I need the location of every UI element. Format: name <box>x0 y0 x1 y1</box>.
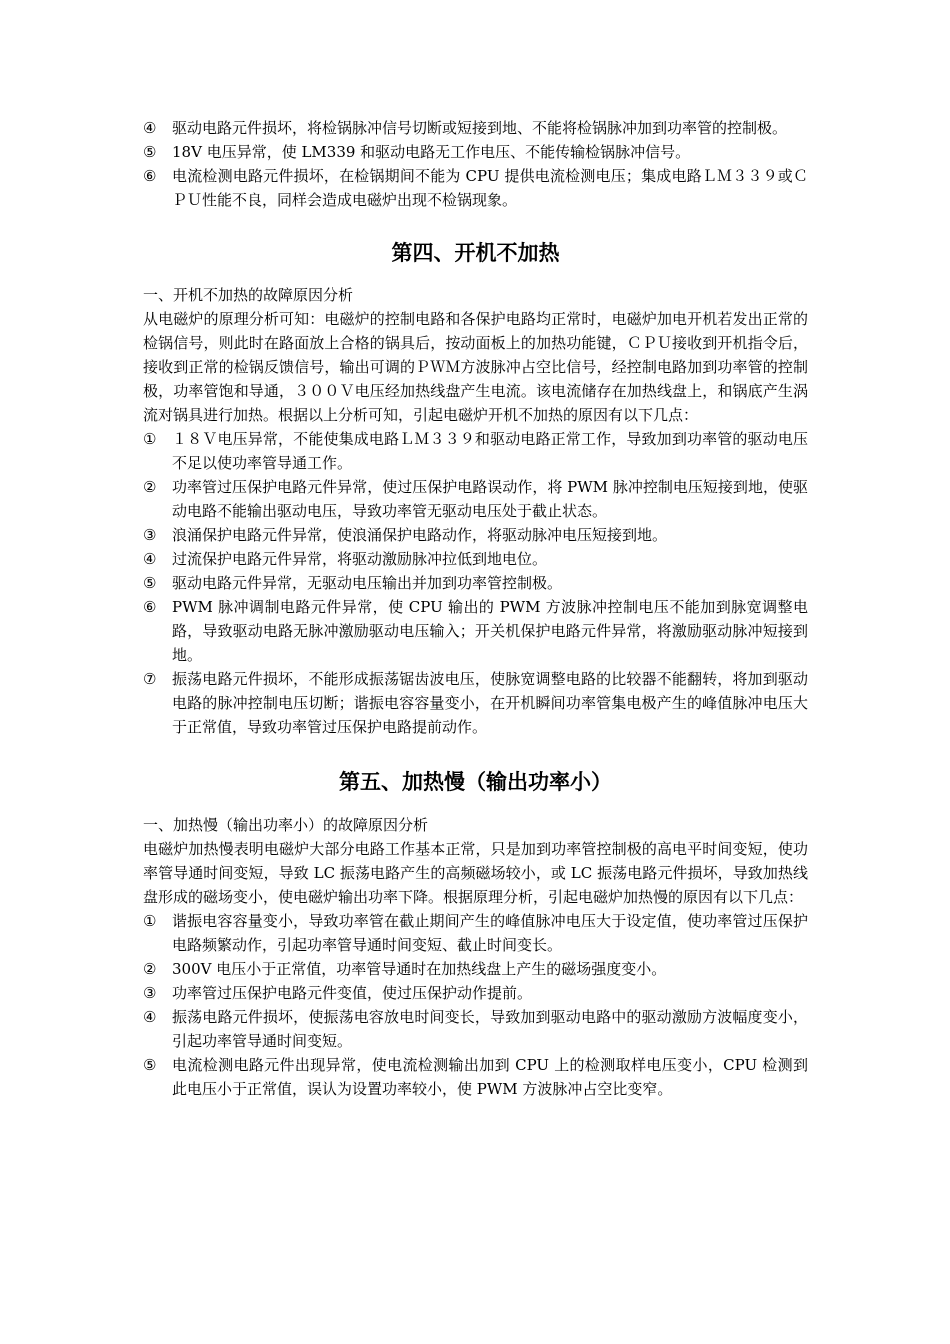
list-marker: ⑤ <box>143 1056 157 1074</box>
list-item <box>143 116 808 140</box>
list-marker: ④ <box>143 550 157 568</box>
list-item-text: 振荡电路元件损坏，使振荡电容放电时间变长，导致加到驱动电路中的驱动激励方波幅度变小，引起功率管导通时间变短。 <box>172 1008 808 1050</box>
list-marker: ④ <box>143 119 157 137</box>
list-item <box>143 667 808 739</box>
list-item-text: １８Ｖ电压异常，不能使集成电路ＬＭ３３９和驱动电路正常工作，导致加到功率管的驱动电压不足以使功率管导通工作。 <box>172 430 808 472</box>
list-item <box>143 547 808 571</box>
section-4-title: 第四、开机不加热 <box>391 240 560 265</box>
list-item-text: 18V 电压异常，使 LM339 和驱动电路无工作电压、不能传输检锅脉冲信号。 <box>172 143 691 161</box>
list-item-text: 谐振电容容量变小，导致功率管在截止期间产生的峰值脉冲电压大于设定值，使功率管过压保护电路频繁动作，引起功率管导通时间变短、截止时间变长。 <box>172 912 808 954</box>
list-item-text: 电流检测电路元件出现异常，使电流检测输出加到 CPU 上的检测取样电压变小，CPU 检测到此电压小于正常值，误认为设置功率较小，使 PWM 方波脉冲占空比变窄。 <box>172 1056 808 1098</box>
list-item-text: 驱动电路元件异常，无驱动电压输出并加到功率管控制极。 <box>172 574 563 592</box>
list-marker: ② <box>143 478 157 496</box>
list-marker: ⑥ <box>143 167 157 185</box>
list-marker: ⑦ <box>143 670 157 688</box>
list-marker: ⑤ <box>143 143 157 161</box>
section-4-paragraph: 从电磁炉的原理分析可知：电磁炉的控制电路和各保护电路均正常时，电磁炉加电开机若发出正常的检锅信号，则此时在路面放上合格的锅具后，按动面板上的加热功能键，ＣＰＵ接收到开机指令后，接收到正常的检锅反馈信号，输出可调的ＰＷＭ方波脉冲占空比信号，经控制电路加到功率管的控制极，功率管饱和导通，３００Ｖ电压经加热线盘产生电流。该电流储存在加热线盘上，和锅底产生涡流对锅具进行加热。根据以上分析可知，引起电磁炉开机不加热的原因有以下几点： <box>143 310 808 424</box>
list-item-text: 功率管过压保护电路元件变值，使过压保护动作提前。 <box>172 984 533 1002</box>
intro-list <box>143 116 808 212</box>
section-4-list <box>143 427 808 739</box>
list-marker: ② <box>143 960 157 978</box>
list-marker: ⑤ <box>143 574 157 592</box>
list-marker: ① <box>143 912 157 930</box>
list-item-text: 功率管过压保护电路元件异常，使过压保护电路误动作，将 PWM 脉冲控制电压短接到地，使驱动电路不能输出驱动电压，导致功率管无驱动电压处于截止状态。 <box>172 478 808 520</box>
list-item-text: 驱动电路元件损坏，将检锅脉冲信号切断或短接到地、不能将检锅脉冲加到功率管的控制极。 <box>172 119 788 137</box>
list-item-text: 过流保护电路元件异常，将驱动激励脉冲拉低到地电位。 <box>172 550 548 568</box>
list-marker: ① <box>143 430 157 448</box>
list-item <box>143 1005 808 1053</box>
list-item-text: 300V 电压小于正常值，功率管导通时在加热线盘上产生的磁场强度变小。 <box>172 960 667 978</box>
list-item <box>143 475 808 523</box>
list-item-text: 振荡电路元件损坏，不能形成振荡锯齿波电压，使脉宽调整电路的比较器不能翻转，将加到驱动电路的脉冲控制电压切断；谐振电容容量变小，在开机瞬间功率管集电极产生的峰值脉冲电压大于正常值，导致功率管过压保护电路提前动作。 <box>172 670 808 736</box>
list-item <box>143 523 808 547</box>
list-marker: ③ <box>143 526 157 544</box>
list-item <box>143 957 808 981</box>
list-item <box>143 164 808 212</box>
list-item <box>143 595 808 667</box>
list-item <box>143 140 808 164</box>
list-marker: ③ <box>143 984 157 1002</box>
list-item <box>143 427 808 475</box>
list-item <box>143 571 808 595</box>
list-item-text: 浪涌保护电路元件异常，使浪涌保护电路动作，将驱动脉冲电压短接到地。 <box>172 526 668 544</box>
list-item <box>143 981 808 1005</box>
section-5-paragraph: 电磁炉加热慢表明电磁炉大部分电路工作基本正常，只是加到功率管控制极的高电平时间变短，使功率管导通时间变短，导致 LC 振荡电路产生的高频磁场较小，或 LC 振荡电路元件损坏，导致加热线盘形成的磁场变小，使电磁炉输出功率下降。根据原理分析，引起电磁炉加热慢的原因有以下几点： <box>143 840 808 906</box>
list-item <box>143 1053 808 1101</box>
section-5-list <box>143 909 808 1101</box>
list-item <box>143 909 808 957</box>
section-5-subtitle: 一、加热慢（输出功率小）的故障原因分析 <box>143 816 429 834</box>
list-marker: ④ <box>143 1008 157 1026</box>
list-marker: ⑥ <box>143 598 157 616</box>
section-5-title: 第五、加热慢（输出功率小） <box>339 769 612 794</box>
section-4-subtitle: 一、开机不加热的故障原因分析 <box>143 286 354 304</box>
list-item-text: 电流检测电路元件损坏，在检锅期间不能为 CPU 提供电流检测电压；集成电路ＬＭ３３９或ＣＰＵ性能不良，同样会造成电磁炉出现不检锅现象。 <box>172 167 808 209</box>
list-item-text: PWM 脉冲调制电路元件异常，使 CPU 输出的 PWM 方波脉冲控制电压不能加到脉宽调整电路，导致驱动电路无脉冲激励驱动电压输入；开关机保护电路元件异常，将激励驱动脉冲短接到地。 <box>172 598 808 664</box>
